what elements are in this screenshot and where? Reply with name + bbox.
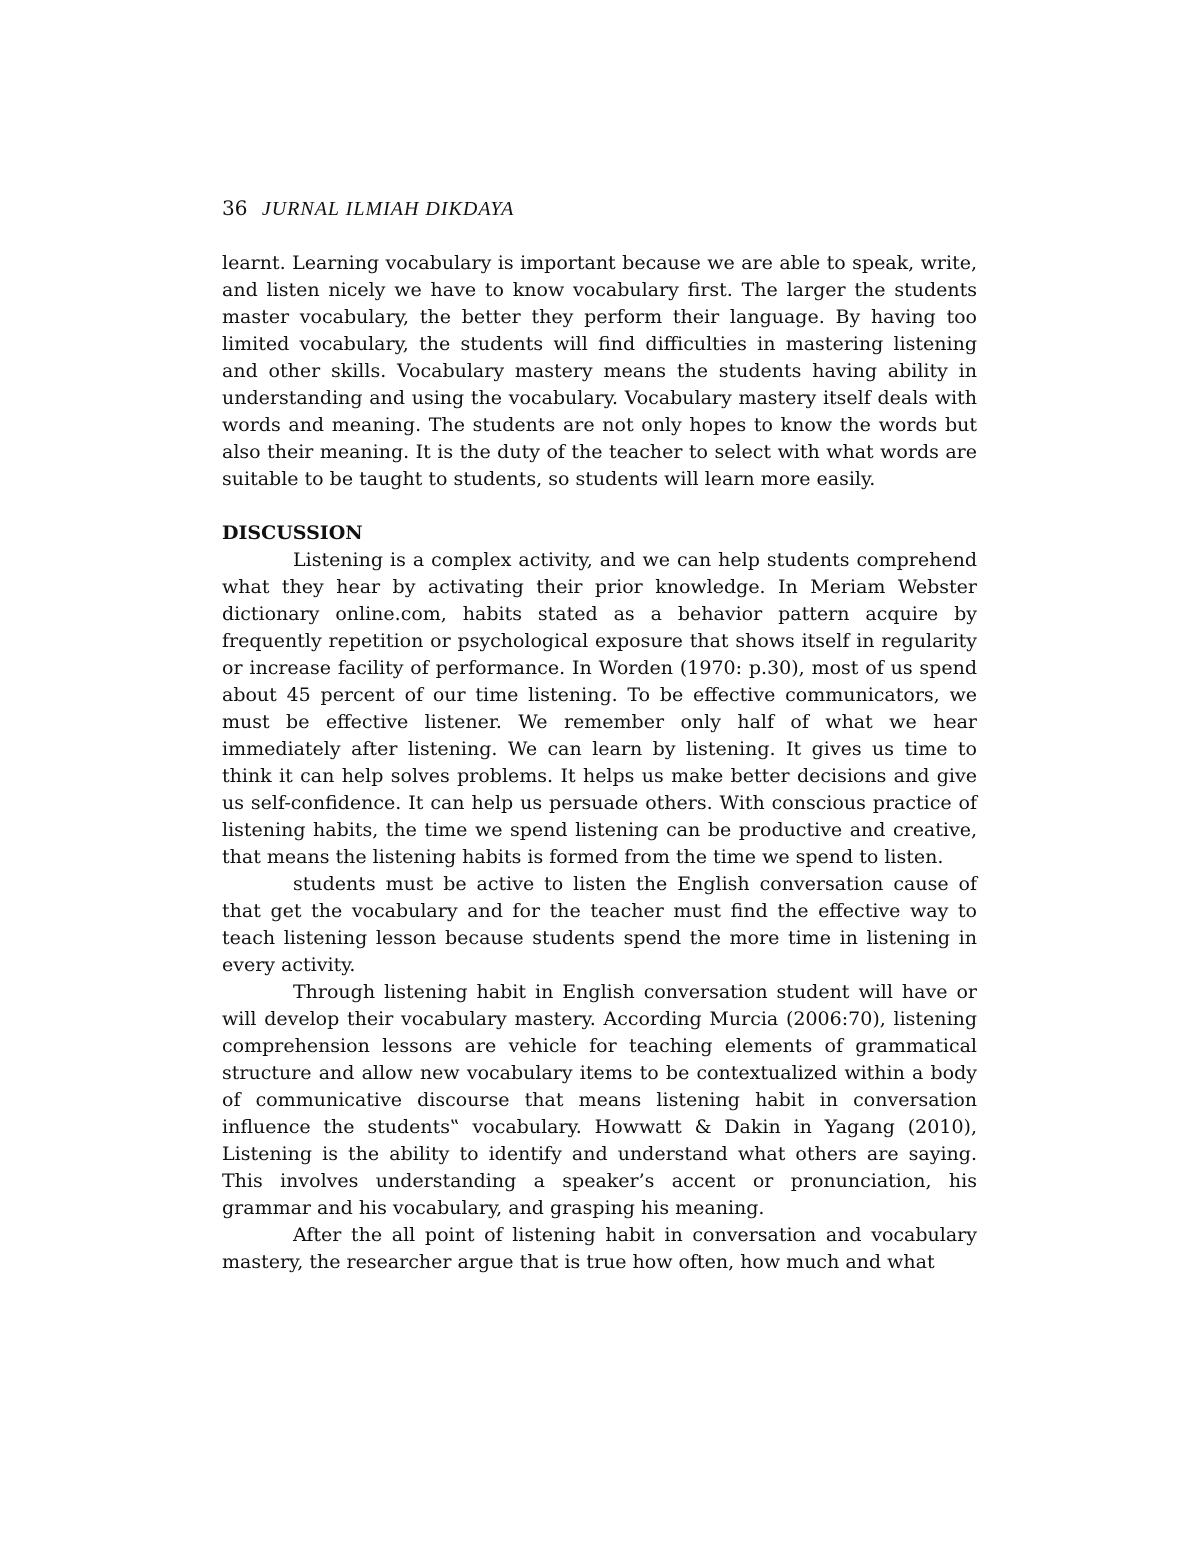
intro-paragraph: learnt. Learning vocabulary is important because we are able to speak, write, and listen nicely we have to know vocabulary first. The larger the students master vocabulary, the better they perform their language. By having too limited vocabulary, the students will find difficulties in mastering listening and other skills. Vocabulary mastery means the students having ability in understanding and using the vocabulary. Vocabulary mastery itself deals with words and meaning. The students are not only hopes to know the words but also their meaning. It is the duty of the teacher to select with what words are suitable to be taught to students, so students will learn more easily. xyxy=(222,252,977,490)
discussion-section xyxy=(222,547,977,1276)
discussion-paragraph-2: students must be active to listen the English conversation cause of that get the vocabulary and for the teacher must find the effective way to teach listening lesson because students spend the more time in listening in every activity. xyxy=(222,873,977,976)
journal-name: JURNAL ILMIAH DIKDAYA xyxy=(261,198,515,220)
discussion-paragraph-1: Listening is a complex activity, and we can help students comprehend what they hear by activating their prior knowledge. In Meriam Webster dictionary online.com, habits stated as a behavior pattern acquire by frequently repetition or psychological exposure that shows itself in regularity or increase facility of performance. In Worden (1970: p.30), most of us spend about 45 percent of our time listening. To be effective communicators, we must be effective listener. We remember only half of what we hear immediately after listening. We can learn by listening. It gives us time to think it can help solves problems. It helps us make better decisions and give us self-confidence. It can help us persuade others. With conscious practice of listening habits, the time we spend listening can be productive and creative, that means the listening habits is formed from the time we spend to listen. xyxy=(222,549,977,868)
discussion-paragraph-4: After the all point of listening habit in conversation and vocabulary mastery, the researcher argue that is true how often, how much and what xyxy=(222,1224,977,1273)
intro-paragraph-block xyxy=(222,250,977,493)
section-heading-discussion: DISCUSSION xyxy=(222,522,363,544)
discussion-paragraph-3: Through listening habit in English conversation student will have or will develop their vocabulary mastery. According Murcia (2006:70), listening comprehension lessons are vehicle for teaching elements of grammatical structure and allow new vocabulary items to be contextualized within a body of communicative discourse that means listening habit in conversation influence the students‟ vocabulary. Howwatt & Dakin in Yagang (2010), Listening is the ability to identify and understand what others are saying. This involves understanding a speaker’s accent or pronunciation, his grammar and his vocabulary, and grasping his meaning. xyxy=(222,981,977,1219)
page-number: 36 xyxy=(222,196,248,220)
running-head xyxy=(222,195,514,222)
